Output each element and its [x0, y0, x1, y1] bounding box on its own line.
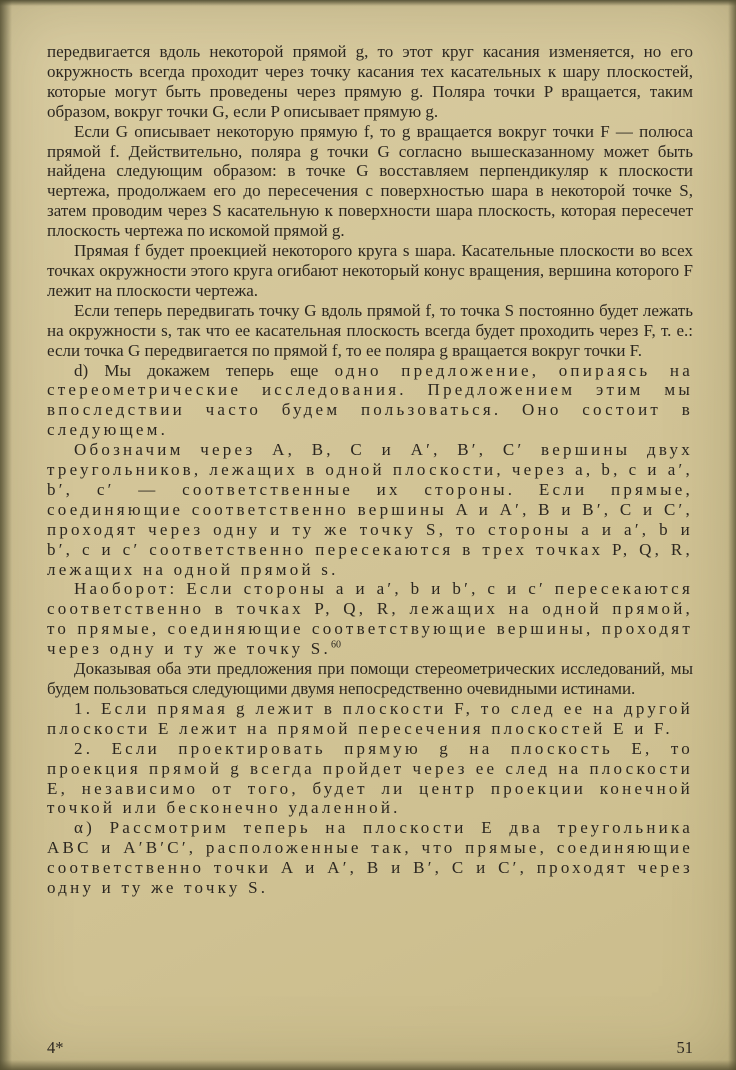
signature-mark: 4* [47, 1038, 64, 1057]
paragraph: Доказывая оба эти предложения при помощи стереометрических исследований, мы будем пользоваться следующими двумя непосредственно очевидными истинами. [47, 659, 693, 698]
paragraph-emphasis: одно предложение, опираясь на стереометрические исследования. Предложением этим мы впоследствии часто будем пользоваться. Оно состоит в следующем. [47, 360, 693, 440]
paragraph [47, 361, 693, 441]
paragraph: 2. Если проектировать прямую g на плоскость E, то проекция прямой g всегда пройдет через ее след на плоскости E, независимо от того, будет ли центр проекции конечной точкой или бесконечно удаленной. [47, 738, 693, 818]
paragraph-body: Наоборот: Если стороны a и a′, b и b′, c и c′ пересекаются соответственно в точках P, Q, R, лежащих на одной прямой, то прямые, соединяющие соответствующие вершины, проходят через одну и ту же точку S. [47, 579, 693, 659]
paragraph-lead: d) Мы докажем теперь еще [74, 360, 335, 380]
paragraph: 1. Если прямая g лежит в плоскости F, то след ее на другой плоскости E лежит на прямой пересечения плоскостей E и F. [47, 698, 693, 738]
paragraph: Прямая f будет проекцией некоторого круга s шара. Касательные плоскости во всех точках окружности этого круга огибают некоторый конус вращения, вершина которого F лежит на плоскости чертежа. [47, 241, 693, 300]
page-edge-left [0, 0, 12, 1070]
page-edge-right [728, 0, 736, 1070]
page-number: 51 [676, 1038, 693, 1057]
page-edge-bottom [0, 1060, 736, 1070]
paragraph: α) Рассмотрим теперь на плоскости E два треугольника ABC и A′B′C′, расположенные так, что прямые, соединяющие соответственно точки A и A′, B и B′, C и C′, проходят через одну и ту же точку S. [47, 818, 693, 898]
page-footer [47, 1038, 693, 1058]
paragraph: Если теперь передвигать точку G вдоль прямой f, то точка S постоянно будет лежать на окружности s, так что ее касательная плоскость всегда будет проходить через F, т. е.: если точка G передвигается по прямой f, то ее поляра g вращается вокруг точки F. [47, 300, 693, 360]
page-edge-top [0, 0, 736, 6]
paragraph: Если G описывает некоторую прямую f, то g вращается вокруг точки F — полюса прямой f. Действительно, поляра g точки G согласно вышесказанному может быть найдена следующим образом: в точке G восставляем перпендикуляр к плоскости чертежа, продолжаем его до пересечения с поверхностью шара в некоторой точке S, затем проводим через S касательную к поверхности шара плоскость, которая пересечет плоскость чертежа по искомой прямой g. [47, 121, 693, 241]
paragraph [47, 579, 693, 659]
footnote-reference: 60 [330, 639, 341, 651]
paragraph: Обозначим через A, B, C и A′, B′, C′ вершины двух треугольников, лежащих в одной плоскости, через a, b, c и a′, b′, c′ — соответственные их стороны. Если прямые, соединяющие соответственно вершины A и A′, B и B′, C и C′, проходят через одну и ту же точку S, то стороны a и a′, b и b′, c и c′ соответственно пересекаются в трех точках P, Q, R, лежащих на одной прямой s. [47, 440, 693, 579]
paragraph: передвигается вдоль некоторой прямой g, то этот круг касания изменяется, но его окружность всегда проходит через точку касания тех касательных к шару плоскостей, которые могут быть проведены через прямую g. Поляра точки P вращается, таким образом, вокруг точки G, если P описывает прямую g. [47, 42, 693, 121]
page-text-block [47, 42, 693, 898]
